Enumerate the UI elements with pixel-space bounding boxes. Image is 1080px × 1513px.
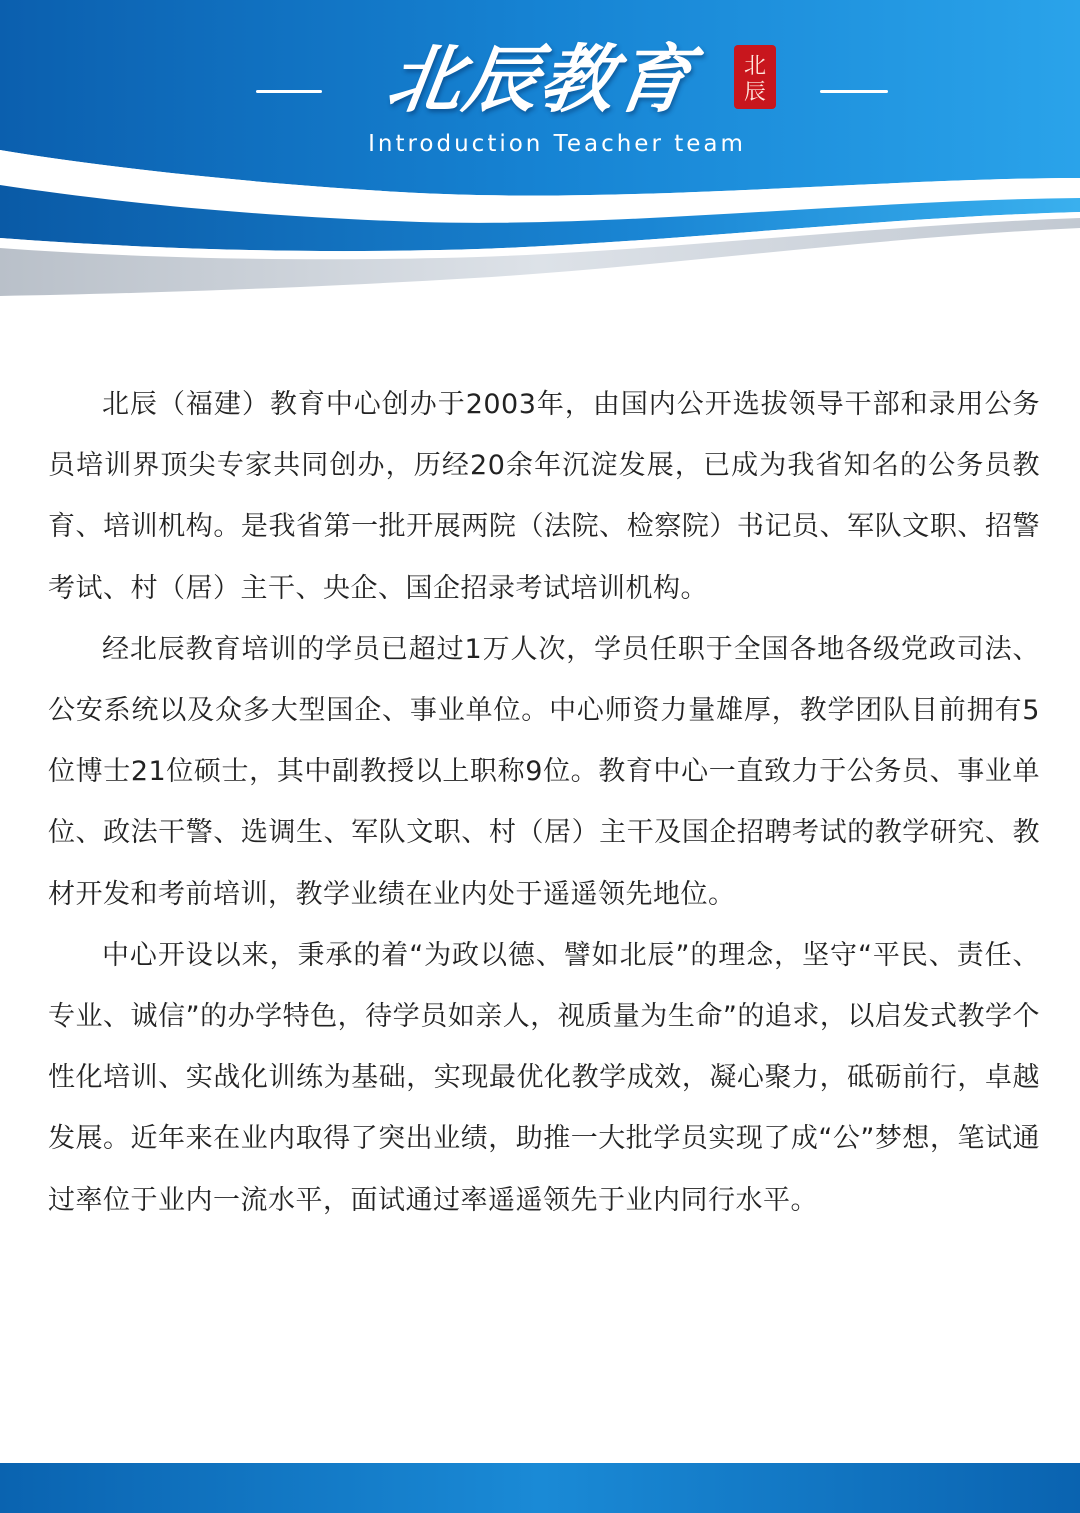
svg-text:辰: 辰 (743, 80, 767, 105)
paragraph-1: 北辰（福建）教育中心创办于2003年，由国内公开选拔领导干部和录用公务员培训界顶尖专家共同创办，历经20余年沉淀发展，已成为我省知名的公务员教育、培训机构。是我省第一批开展两院（法院、检察院）书记员、军队文职、招警考试、村（居）主干、央企、国企招录考试培训机构。 (48, 389, 1040, 604)
brand-title (0, 37, 1080, 123)
footer-bar (0, 1463, 1080, 1513)
red-seal-logo (732, 43, 778, 111)
introduction-body (48, 374, 1040, 1231)
paragraph-2: 经北辰教育培训的学员已超过1万人次，学员任职于全国各地各级党政司法、公安系统以及众多大型国企、事业单位。中心师资力量雄厚，教学团队目前拥有5位博士21位硕士，其中副教授以上职称9位。教育中心一直致力于公务员、事业单位、政法干警、选调生、军队文职、村（居）主干及国企招聘考试的教学研究、教材开发和考前培训，教学业绩在业内处于遥遥领先地位。 (48, 633, 1040, 910)
brand-subtitle: Introduction Teacher team (368, 131, 746, 157)
svg-text:北: 北 (743, 54, 767, 79)
brand-title-text: 北辰教育 (382, 37, 699, 123)
paragraph-3: 中心开设以来，秉承的着“为政以德、譬如北辰”的理念，坚守“平民、责任、专业、诚信”的办学特色，待学员如亲人，视质量为生命”的追求，以启发式教学个性化培训、实战化训练为基础，实现最优化教学成效，凝心聚力，砥砺前行，卓越发展。近年来在业内取得了突出业绩，助推一大批学员实现了成“公”梦想，笔试通过率位于业内一流水平，面试通过率遥遥领先于业内同行水平。 (48, 939, 1040, 1216)
